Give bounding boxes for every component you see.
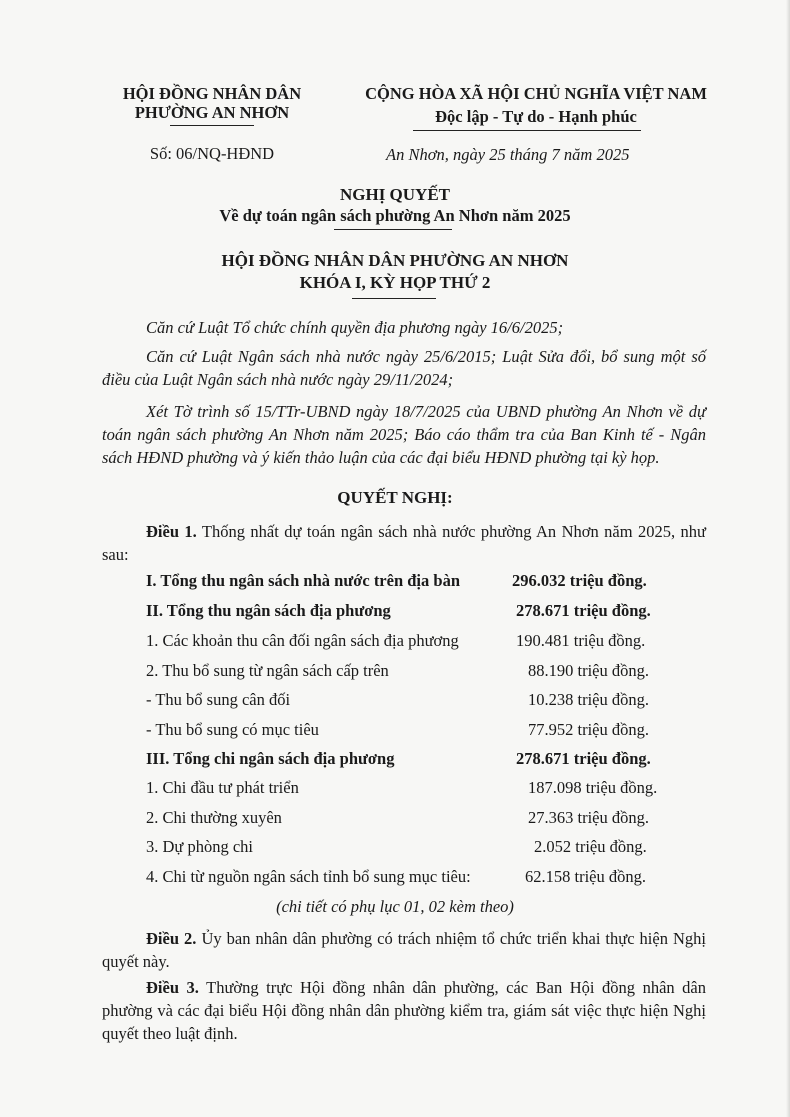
place-and-date: An Nhơn, ngày 25 tháng 7 năm 2025 <box>386 145 630 164</box>
budget-row-value: 296.032 triệu đồng. <box>512 571 647 590</box>
article-3 <box>102 976 706 1045</box>
budget-row-value: 27.363 triệu đồng. <box>528 808 649 827</box>
budget-row-value: 10.238 triệu đồng. <box>528 690 649 709</box>
budget-row-label: 1. Các khoản thu cân đối ngân sách địa phương <box>146 631 459 650</box>
preamble-basis-1: Căn cứ Luật Tổ chức chính quyền địa phương ngày 16/6/2025; <box>146 318 564 337</box>
article-1-text: Thống nhất dự toán ngân sách nhà nước phường An Nhơn năm 2025, như sau: <box>102 522 706 564</box>
subject-underline <box>334 229 452 230</box>
budget-row-value: 187.098 triệu đồng. <box>528 778 658 797</box>
budget-row-label: 1. Chi đầu tư phát triển <box>146 778 299 797</box>
national-motto: Độc lập - Tự do - Hạnh phúc <box>435 107 637 126</box>
preamble-basis-2: Căn cứ Luật Ngân sách nhà nước ngày 25/6/2015; Luật Sửa đổi, bổ sung một số điều của Luật Ngân sách nhà nước ngày 29/11/2024; <box>102 347 706 389</box>
budget-row-label: 4. Chi từ nguồn ngân sách tỉnh bổ sung mục tiêu: <box>146 867 471 886</box>
article-3-label: Điều 3. <box>146 978 199 997</box>
document-number: Số: 06/NQ-HĐND <box>149 144 275 163</box>
motto-underline <box>413 130 641 131</box>
article-3-text: Thường trực Hội đồng nhân dân phường, các Ban Hội đồng nhân dân phường và các đại biểu Hội đồng nhân dân phường kiểm tra, giám sát việc thực hiện Nghị quyết theo luật định. <box>102 978 706 1043</box>
budget-row-label: - Thu bổ sung cân đối <box>146 690 291 709</box>
council-name-line1: HỘI ĐỒNG NHÂN DÂN <box>122 84 302 103</box>
issuer-line1: HỘI ĐỒNG NHÂN DÂN PHƯỜNG AN NHƠN <box>221 251 569 270</box>
budget-row-value: 278.671 triệu đồng. <box>516 601 651 620</box>
appendix-note: (chi tiết có phụ lục 01, 02 kèm theo) <box>276 897 514 916</box>
article-1 <box>102 520 706 566</box>
council-underline <box>170 125 254 126</box>
budget-row-label: 2. Chi thường xuyên <box>146 808 282 827</box>
budget-row-value: 62.158 triệu đồng. <box>525 867 646 886</box>
council-name-line2: PHƯỜNG AN NHƠN <box>134 103 290 122</box>
budget-row-value: 88.190 triệu đồng. <box>528 661 649 680</box>
issuer-underline <box>352 298 436 299</box>
budget-row-label: - Thu bổ sung có mục tiêu <box>146 720 319 739</box>
article-1-label: Điều 1. <box>146 522 197 541</box>
document-type: NGHỊ QUYẾT <box>339 185 451 204</box>
scan-edge-shadow <box>786 0 790 1117</box>
budget-row-value: 278.671 triệu đồng. <box>516 749 651 768</box>
preamble-considering: Xét Tờ trình số 15/TTr-UBND ngày 18/7/2025 của UBND phường An Nhơn về dự toán ngân sách phường An Nhơn năm 2025; Báo cáo thẩm tra của Ban Kinh tế - Ngân sách HĐND phường và ý kiến thảo luận của các đại biểu HĐND phường tại kỳ họp. <box>102 402 706 467</box>
article-2 <box>102 927 706 973</box>
budget-row-label: II. Tổng thu ngân sách địa phương <box>146 601 391 620</box>
resolves-heading: QUYẾT NGHỊ: <box>337 488 453 507</box>
budget-row-label: I. Tổng thu ngân sách nhà nước trên địa bàn <box>146 571 460 590</box>
budget-row-value: 190.481 triệu đồng. <box>516 631 646 650</box>
budget-row-value: 77.952 triệu đồng. <box>528 720 649 739</box>
budget-row-label: III. Tổng chi ngân sách địa phương <box>146 749 395 768</box>
country-name: CỘNG HÒA XÃ HỘI CHỦ NGHĨA VIỆT NAM <box>365 84 707 103</box>
article-2-text: Ủy ban nhân dân phường có trách nhiệm tổ chức triển khai thực hiện Nghị quyết này. <box>102 929 706 971</box>
budget-row-value: 2.052 triệu đồng. <box>534 837 647 856</box>
article-2-label: Điều 2. <box>146 929 197 948</box>
issuer-line2: KHÓA I, KỲ HỌP THỨ 2 <box>299 273 491 292</box>
budget-row-label: 3. Dự phòng chi <box>146 837 254 856</box>
budget-row-label: 2. Thu bổ sung từ ngân sách cấp trên <box>146 661 389 680</box>
document-subject: Về dự toán ngân sách phường An Nhơn năm 2025 <box>219 206 571 225</box>
